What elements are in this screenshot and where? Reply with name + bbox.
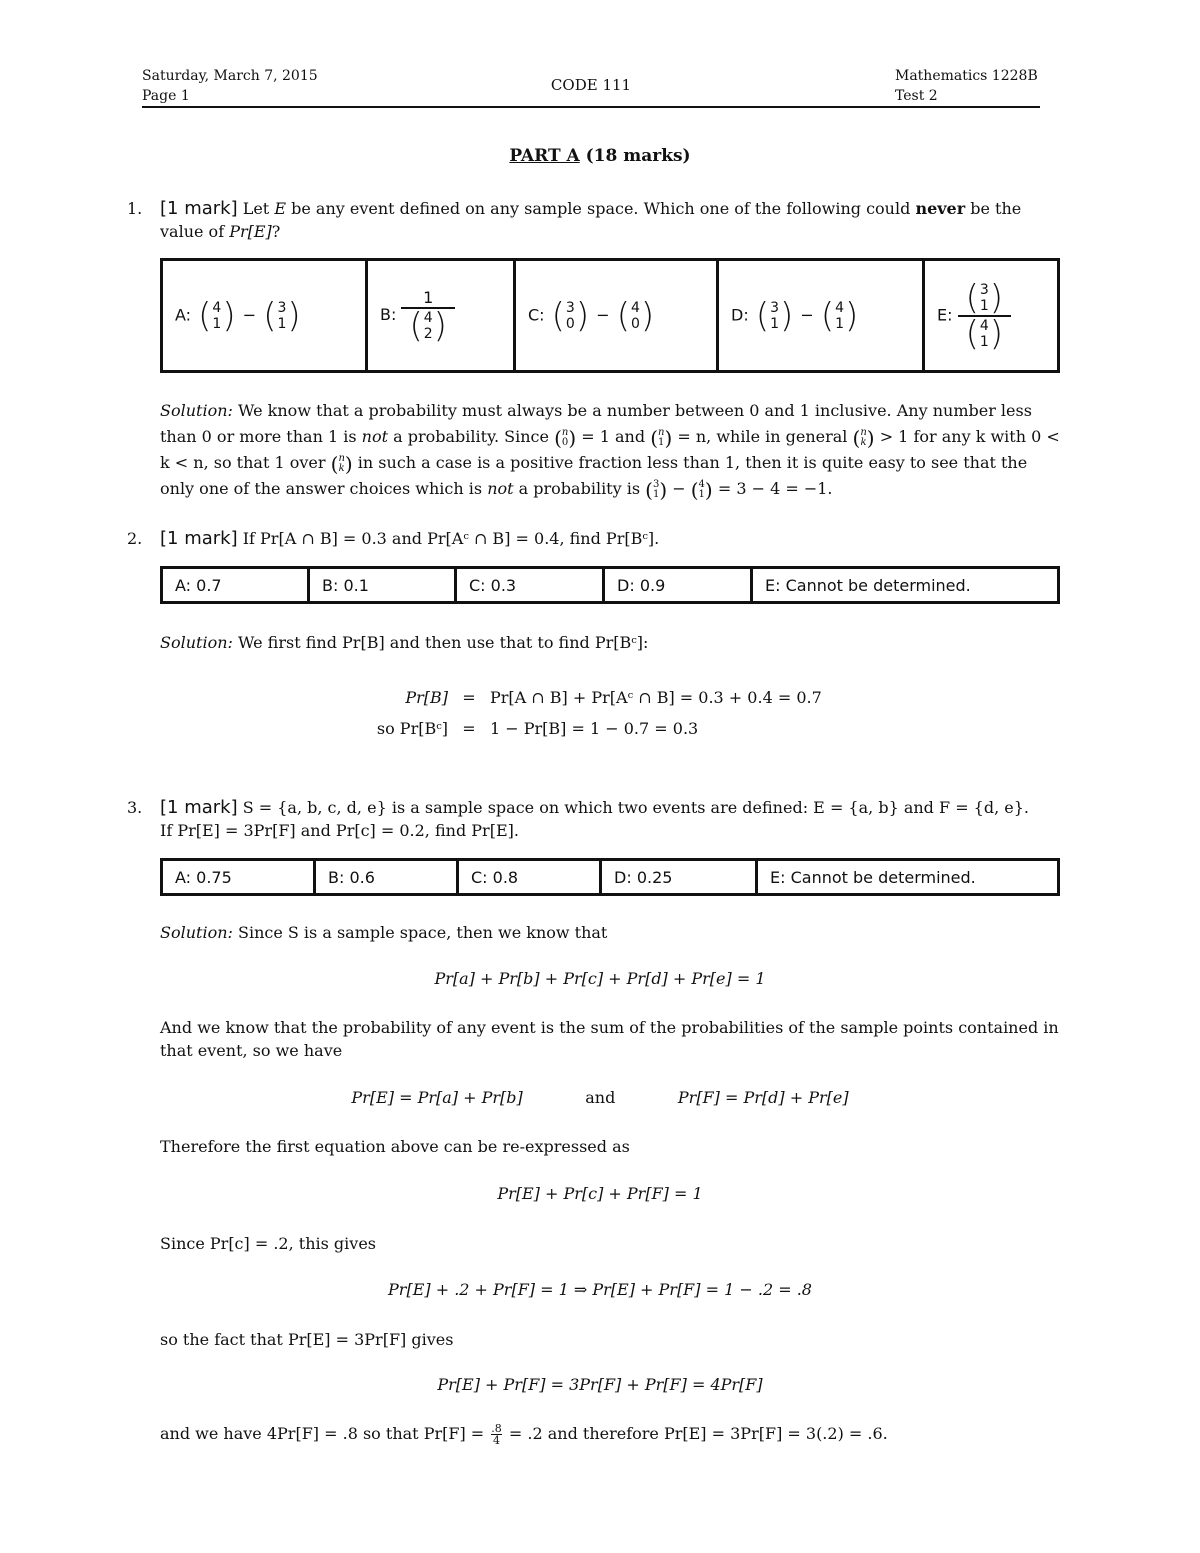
solution-label: Solution:: [160, 633, 233, 652]
option-label: C:: [471, 867, 488, 887]
option-value: 0.25: [636, 867, 673, 887]
option-label: D:: [731, 305, 749, 324]
q1-answer-table: [160, 258, 1060, 373]
option-value: Cannot be determined.: [785, 575, 971, 595]
q3-equation-3: Pr[E] + Pr[c] + Pr[F] = 1: [497, 1184, 703, 1203]
q2-option-c[interactable]: [456, 568, 604, 603]
binomial: ( 4 1 ): [198, 295, 236, 336]
q1-option-e[interactable]: [924, 260, 1059, 372]
q3-option-b[interactable]: [315, 860, 458, 895]
q1-sol-p5: > 1 for any k with 0 < k < n, so that 1 over: [160, 427, 1060, 472]
option-label: B:: [380, 305, 397, 324]
q3-option-c[interactable]: [458, 860, 601, 895]
part-title-label: PART A: [509, 146, 580, 166]
binomial: ( 3 0 ): [551, 295, 590, 336]
binomial-n-1: ( n 1 ): [650, 425, 673, 450]
page-header: [142, 64, 1040, 108]
q1-sol-not2: not: [487, 479, 514, 498]
q3-sol-s1: Since S is a sample space, then we know that: [237, 923, 608, 942]
q3-answer-table: [160, 858, 1060, 896]
q1-option-b[interactable]: [367, 260, 515, 372]
option-label: E:: [770, 867, 786, 887]
binom-n: 4: [979, 317, 989, 334]
question-number: 1.: [127, 199, 143, 218]
question-2: [127, 527, 1062, 550]
header-code: CODE 111: [550, 76, 632, 94]
binom-n: 3: [979, 281, 989, 298]
option-label: A:: [175, 575, 192, 595]
option-label: A:: [175, 867, 192, 887]
q1-pr-e: Pr[E]: [229, 222, 272, 241]
q1-text-b: be any event defined on any sample space. Which one of the following could: [291, 199, 911, 218]
binomial-4-1: ( 4 1 ): [690, 477, 713, 502]
q3-option-e[interactable]: [757, 860, 1059, 895]
binom-n: 4: [212, 299, 222, 316]
binom-n: 4: [630, 299, 640, 316]
fraction-numerator: .8: [491, 1422, 502, 1435]
option-label: C:: [469, 575, 486, 595]
q1-sol-p2: a probability. Since: [393, 427, 549, 446]
binom-n: 4: [423, 310, 433, 326]
q1-option-d[interactable]: [718, 260, 924, 372]
binomial: ( 3 1 ): [965, 277, 1004, 318]
q3-solution-s1: [160, 920, 1062, 946]
option-label: B:: [322, 575, 339, 595]
binomial: ( 4 1 ): [820, 295, 859, 336]
option-value: 0.6: [349, 867, 375, 887]
q2-option-a[interactable]: [162, 568, 309, 603]
header-date: Saturday, March 7, 2015: [142, 68, 318, 84]
option-value: 0.75: [196, 867, 232, 887]
option-value: 0.7: [196, 575, 222, 595]
question-marks: [1 mark]: [160, 198, 238, 219]
binom-k: 1: [835, 315, 845, 332]
header-page: Page 1: [142, 88, 190, 104]
question-text: [160, 527, 1062, 550]
option-label: B:: [328, 867, 345, 887]
option-value: 0.9: [639, 575, 666, 595]
q3-option-a[interactable]: [162, 860, 315, 895]
q3-sol-s5: so the fact that Pr[E] = 3Pr[F] gives: [160, 1330, 454, 1349]
option-label: C:: [528, 305, 545, 324]
q2-eq1-rhs: Pr[A ∩ B] + Pr[Aᶜ ∩ B] = 0.3 + 0.4 = 0.7: [490, 688, 822, 707]
q2-eq2-lhs: so Pr[Bᶜ]: [376, 719, 448, 738]
q3-sol-s6: [160, 1421, 1062, 1447]
binomial-n-0: ( n 0 ): [554, 425, 577, 450]
q2-equation-block: [340, 682, 822, 744]
binomial: ( 4 0 ): [616, 295, 655, 336]
q1-qmark: ?: [271, 222, 281, 241]
q3-eq2-left: Pr[E] = Pr[a] + Pr[b]: [351, 1088, 523, 1107]
fraction: [958, 277, 1011, 354]
q1-sol-p6: in such a case is a positive fraction less than 1, then it is quite easy to see that the only one of the answer choices which is: [160, 453, 1028, 498]
header-right: [895, 66, 1040, 106]
question-text: [160, 796, 1062, 842]
header-course: Mathematics 1228B: [895, 68, 1038, 84]
binom-n: 3: [277, 299, 287, 316]
q3-text2: If Pr[E] = 3Pr[F] and Pr[c] = 0.2, find Pr[E].: [160, 821, 519, 840]
q2-eq2-rhs: 1 − Pr[B] = 1 − 0.7 = 0.3: [490, 719, 699, 738]
q2-eq1-lhs: Pr[B]: [405, 688, 448, 707]
q3-sol-s6a: and we have 4Pr[F] = .8 so that Pr[F] =: [160, 1424, 485, 1443]
binom-k: 0: [630, 315, 640, 332]
fraction-denominator: 4: [493, 1434, 501, 1447]
option-label: D:: [614, 867, 632, 887]
question-text: [160, 197, 1062, 243]
binom-k: 2: [423, 326, 433, 342]
q1-text-c: be the value of: [160, 199, 1022, 241]
q1-sol-p4: = n, while in general: [677, 427, 848, 446]
question-number: 3.: [127, 798, 143, 817]
option-value: 0.1: [343, 575, 369, 595]
q1-never: never: [915, 199, 966, 218]
q1-var-e: E: [274, 199, 287, 218]
q2-solution-intro: [160, 630, 1062, 656]
q2-sol-text: We first find Pr[B] and then use that to find Pr[Bᶜ]:: [237, 633, 649, 652]
option-value: 0.3: [490, 575, 517, 595]
q2-eq-sign: =: [462, 688, 476, 707]
q3-eq2-right: Pr[F] = Pr[d] + Pr[e]: [677, 1088, 849, 1107]
option-label: D:: [617, 575, 635, 595]
q2-text: If Pr[A ∩ B] = 0.3 and Pr[Aᶜ ∩ B] = 0.4, find Pr[Bᶜ].: [242, 529, 660, 548]
q2-option-d[interactable]: [604, 568, 752, 603]
q2-eq-sign: =: [462, 719, 476, 738]
solution-label: Solution:: [160, 401, 233, 420]
minus-sign: −: [242, 305, 257, 324]
binom-n: 4: [835, 299, 845, 316]
q1-solution: Solution: We know that a probability must always be a number between 0 and 1 inclusive. Any number less than 0 or more than 1 is not a probability. Since ( n 0 ) = 1 and ( n 1 ) = n, while in general ( n k ) > 1 for any k with 0 < k < n, so that 1 over ( n k ) in such a case is a positive fraction less than 1, then it is quite easy to see that the only one of the answer choices which is not a probability is ( 3 1 ) − ( 4 1 ) = 3 − 4 = −1.: [160, 401, 1060, 502]
minus-sign: −: [596, 305, 610, 324]
option-label: E:: [765, 575, 781, 595]
binomial: ( 3 1 ): [755, 295, 794, 336]
q3-equation-5: Pr[E] + Pr[F] = 3Pr[F] + Pr[F] = 4Pr[F]: [437, 1375, 763, 1394]
binomial: ( 3 1 ): [263, 295, 301, 336]
q3-sol-s3: Therefore the first equation above can be re-expressed as: [160, 1137, 630, 1156]
binom-k: 0: [565, 315, 575, 332]
binom-n: 3: [565, 299, 575, 316]
q3-option-d[interactable]: [601, 860, 757, 895]
solution-label: Solution:: [160, 923, 233, 942]
binom-k: 1: [212, 315, 222, 332]
question-3: [127, 796, 1062, 842]
binom-k: 1: [770, 315, 779, 332]
binomial-n-k: ( n k ): [852, 425, 875, 450]
q3-equation-2: [0, 1088, 1200, 1107]
q1-sol-not1: not: [361, 427, 389, 446]
question-1: [127, 197, 1062, 243]
header-test: Test 2: [895, 88, 938, 104]
binomial-n-k: ( n k ): [330, 451, 353, 476]
option-label: E:: [937, 305, 953, 324]
binom-k: 1: [979, 297, 989, 314]
q1-option-a[interactable]: [162, 260, 367, 372]
option-value: 0.8: [492, 867, 519, 887]
q1-option-c[interactable]: [515, 260, 718, 372]
option-value: Cannot be determined.: [790, 867, 976, 887]
q3-sol-s2: And we know that the probability of any event is the sum of the probabilities of the sample points contained in that event, so we have: [160, 1018, 1059, 1060]
binomial-3-1: ( 3 1 ): [645, 477, 668, 502]
q2-answer-table: [160, 566, 1060, 604]
minus-sign: −: [800, 305, 814, 324]
q3-text1: S = {a, b, c, d, e} is a sample space on which two events are defined: E = {a, b} and F = {d, e}.: [242, 798, 1030, 817]
q1-text-a: Let: [242, 199, 270, 218]
fraction: [401, 288, 454, 346]
binom-k: 1: [979, 333, 989, 350]
part-title: [0, 146, 1200, 166]
q3-sol-s4: Since Pr[c] = .2, this gives: [160, 1234, 376, 1253]
fraction-numerator: 1: [423, 288, 434, 307]
q1-sol-p1: We know that a probability must always be a number between 0 and 1 inclusive. Any number less than 0 or more than 1 is: [160, 401, 1032, 446]
question-number: 2.: [127, 529, 143, 548]
q1-sol-p3: = 1 and: [581, 427, 646, 446]
question-marks: [1 mark]: [160, 528, 238, 549]
binomial: ( 4 2 ): [409, 306, 447, 346]
q3-eq2-and: and: [585, 1088, 616, 1107]
binom-n: 3: [770, 299, 779, 316]
part-title-marks: (18 marks): [585, 146, 691, 166]
q2-option-b[interactable]: [309, 568, 456, 603]
question-marks: [1 mark]: [160, 797, 238, 818]
option-label: A:: [175, 305, 192, 324]
q3-equation-4: Pr[E] + .2 + Pr[F] = 1 ⇒ Pr[E] + Pr[F] = 1 − .2 = .8: [388, 1280, 812, 1299]
q3-sol-s6b: = .2 and therefore Pr[E] = 3Pr[F] = 3(.2) = .6.: [508, 1424, 888, 1443]
q2-option-e[interactable]: [752, 568, 1059, 603]
fraction: [489, 1423, 504, 1446]
binomial: ( 4 1 ): [965, 313, 1004, 354]
q3-equation-1: Pr[a] + Pr[b] + Pr[c] + Pr[d] + Pr[e] = 1: [434, 969, 766, 988]
binom-k: 1: [277, 315, 287, 332]
q1-sol-p7: a probability is: [518, 479, 641, 498]
q1-sol-p8: = 3 − 4 = −1.: [717, 479, 833, 498]
